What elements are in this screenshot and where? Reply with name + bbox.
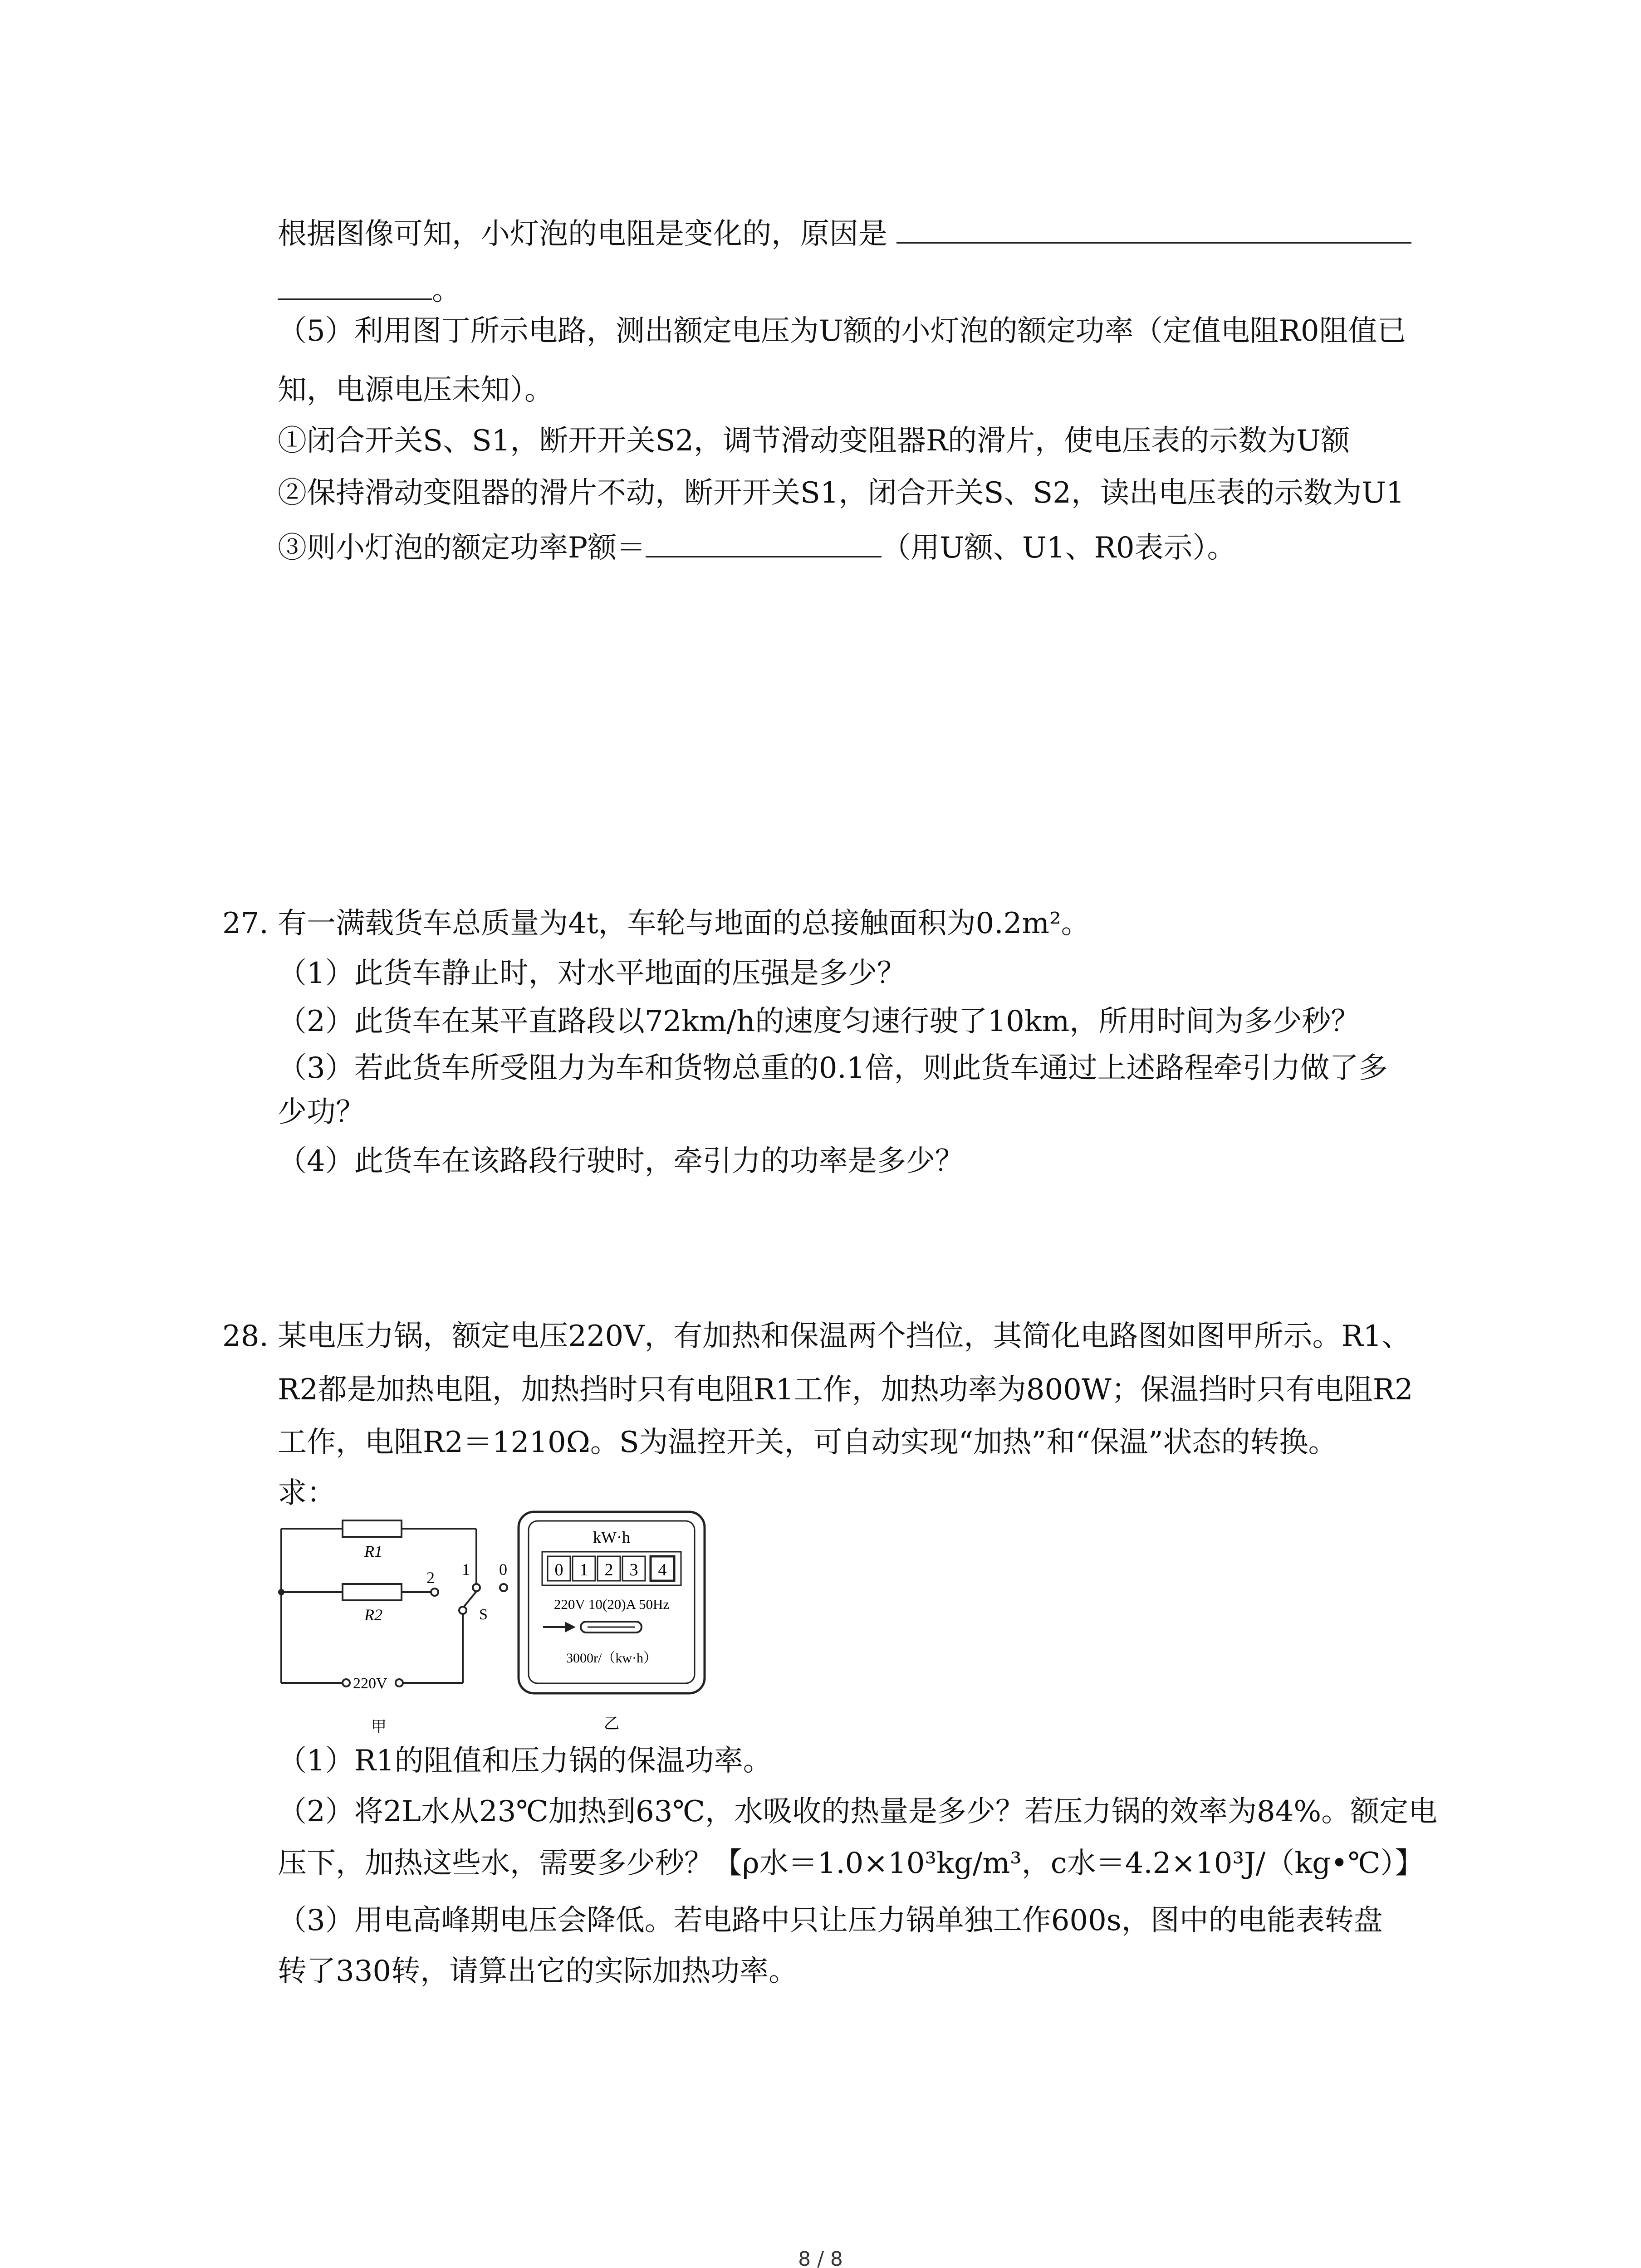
label-switch-s: S <box>479 1606 488 1623</box>
label-r1: R1 <box>364 1542 382 1560</box>
meter-constant: 3000r/（kw·h） <box>566 1651 657 1666</box>
q28-stem-2: R2都是加热电阻，加热挡时只有电阻R1工作，加热功率为800W；保温挡时只有电阻R2 <box>278 1373 1413 1407</box>
label-supply: 220V <box>353 1675 387 1692</box>
figure-yi-energy-meter <box>515 1508 710 1740</box>
q26-step-1: ①闭合开关S、S1，断开开关S2，调节滑动变阻器R的滑片，使电压表的示数为U额 <box>278 424 1350 458</box>
q28-part-3-cont: 转了330转，请算出它的实际加热功率。 <box>278 1955 798 1988</box>
q26-reason-line-2: 。 <box>278 272 461 308</box>
q27-part-1: （1）此货车静止时，对水平地面的压强是多少？ <box>278 957 906 990</box>
q26-step-2: ②保持滑动变阻器的滑片不动，断开开关S1，闭合开关S、S2，读出电压表的示数为U1 <box>278 476 1405 510</box>
q28-part-1: （1）R1的阻值和压力锅的保温功率。 <box>278 1744 772 1778</box>
figure-jia-circuit <box>272 1515 508 1742</box>
meter-digit: 3 <box>629 1560 638 1579</box>
q26-step-3: ③则小灯泡的额定功率P额＝ （用U额、U1、R0表示）。 <box>278 530 1236 566</box>
q28-part-2: （2）将2L水从23℃加热到63℃，水吸收的热量是多少？若压力锅的效率为84%。额定电 <box>278 1795 1438 1828</box>
page-number: 8 / 8 <box>798 2248 843 2268</box>
q28-stem: 28. 某电压力锅，额定电压220V，有加热和保温两个挡位，其简化电路图如图甲所示。R1、 <box>222 1320 1411 1353</box>
terminal-0 <box>500 1584 507 1591</box>
answer-blank-reason-cont[interactable] <box>278 272 432 300</box>
terminal-1 <box>473 1584 480 1591</box>
q26-reason-line: 根据图像可知，小灯泡的电阻是变化的，原因是 <box>278 216 1411 252</box>
q27-part-2: （2）此货车在某平直路段以72km/h的速度匀速行驶了10km，所用时间为多少秒？ <box>278 1005 1360 1038</box>
q27-part-3-cont: 少功？ <box>278 1095 365 1129</box>
label-terminal-0: 0 <box>499 1560 507 1579</box>
label-terminal-2: 2 <box>426 1569 435 1587</box>
q28-part-3: （3）用电高峰期电压会降低。若电路中只让压力锅单独工作600s，图中的电能表转盘 <box>278 1904 1383 1937</box>
meter-digit-decimal: 4 <box>658 1560 667 1579</box>
q27-part-4: （4）此货车在该路段行驶时，牵引力的功率是多少？ <box>278 1144 964 1178</box>
answer-blank-reason[interactable] <box>896 216 1411 244</box>
q26-part5-intro-2: 知，电源电压未知）。 <box>278 373 554 407</box>
switch-pivot <box>459 1607 466 1614</box>
caption-jia: 甲 <box>371 1719 387 1735</box>
meter-digit: 2 <box>604 1560 613 1579</box>
supply-terminal-right <box>396 1679 403 1686</box>
q27-part-3: （3）若此货车所受阻力为车和货物总重的0.1倍，则此货车通过上述路程牵引力做了多 <box>278 1051 1388 1085</box>
label-terminal-1: 1 <box>462 1560 470 1579</box>
answer-blank-power[interactable] <box>646 530 882 557</box>
meter-rating: 220V 10(20)A 50Hz <box>554 1596 670 1612</box>
supply-terminal-left <box>343 1679 350 1686</box>
label-r2: R2 <box>364 1606 382 1624</box>
meter-digit: 0 <box>554 1560 563 1579</box>
meter-digit: 1 <box>579 1560 588 1579</box>
meter-unit: kW·h <box>593 1528 630 1546</box>
terminal-2 <box>431 1589 438 1596</box>
junction-dot <box>278 1589 284 1595</box>
q28-part-2-cont: 压下，加热这些水，需要多少秒？【ρ水＝1.0×10³kg/m³，c水＝4.2×10³J/（kg•℃）】 <box>278 1847 1424 1880</box>
q28-stem-3: 工作，电阻R2＝1210Ω。S为温控开关，可自动实现“加热”和“保温”状态的转换。 <box>278 1426 1337 1459</box>
q27-stem: 27. 有一满载货车总质量为4t，车轮与地面的总接触面积为0.2m²。 <box>222 907 1090 940</box>
caption-yi: 乙 <box>604 1716 619 1732</box>
q28-stem-4: 求： <box>278 1476 336 1510</box>
q26-part5-intro: （5）利用图丁所示电路，测出额定电压为U额的小灯泡的额定功率（定值电阻R0阻值已 <box>278 314 1406 348</box>
